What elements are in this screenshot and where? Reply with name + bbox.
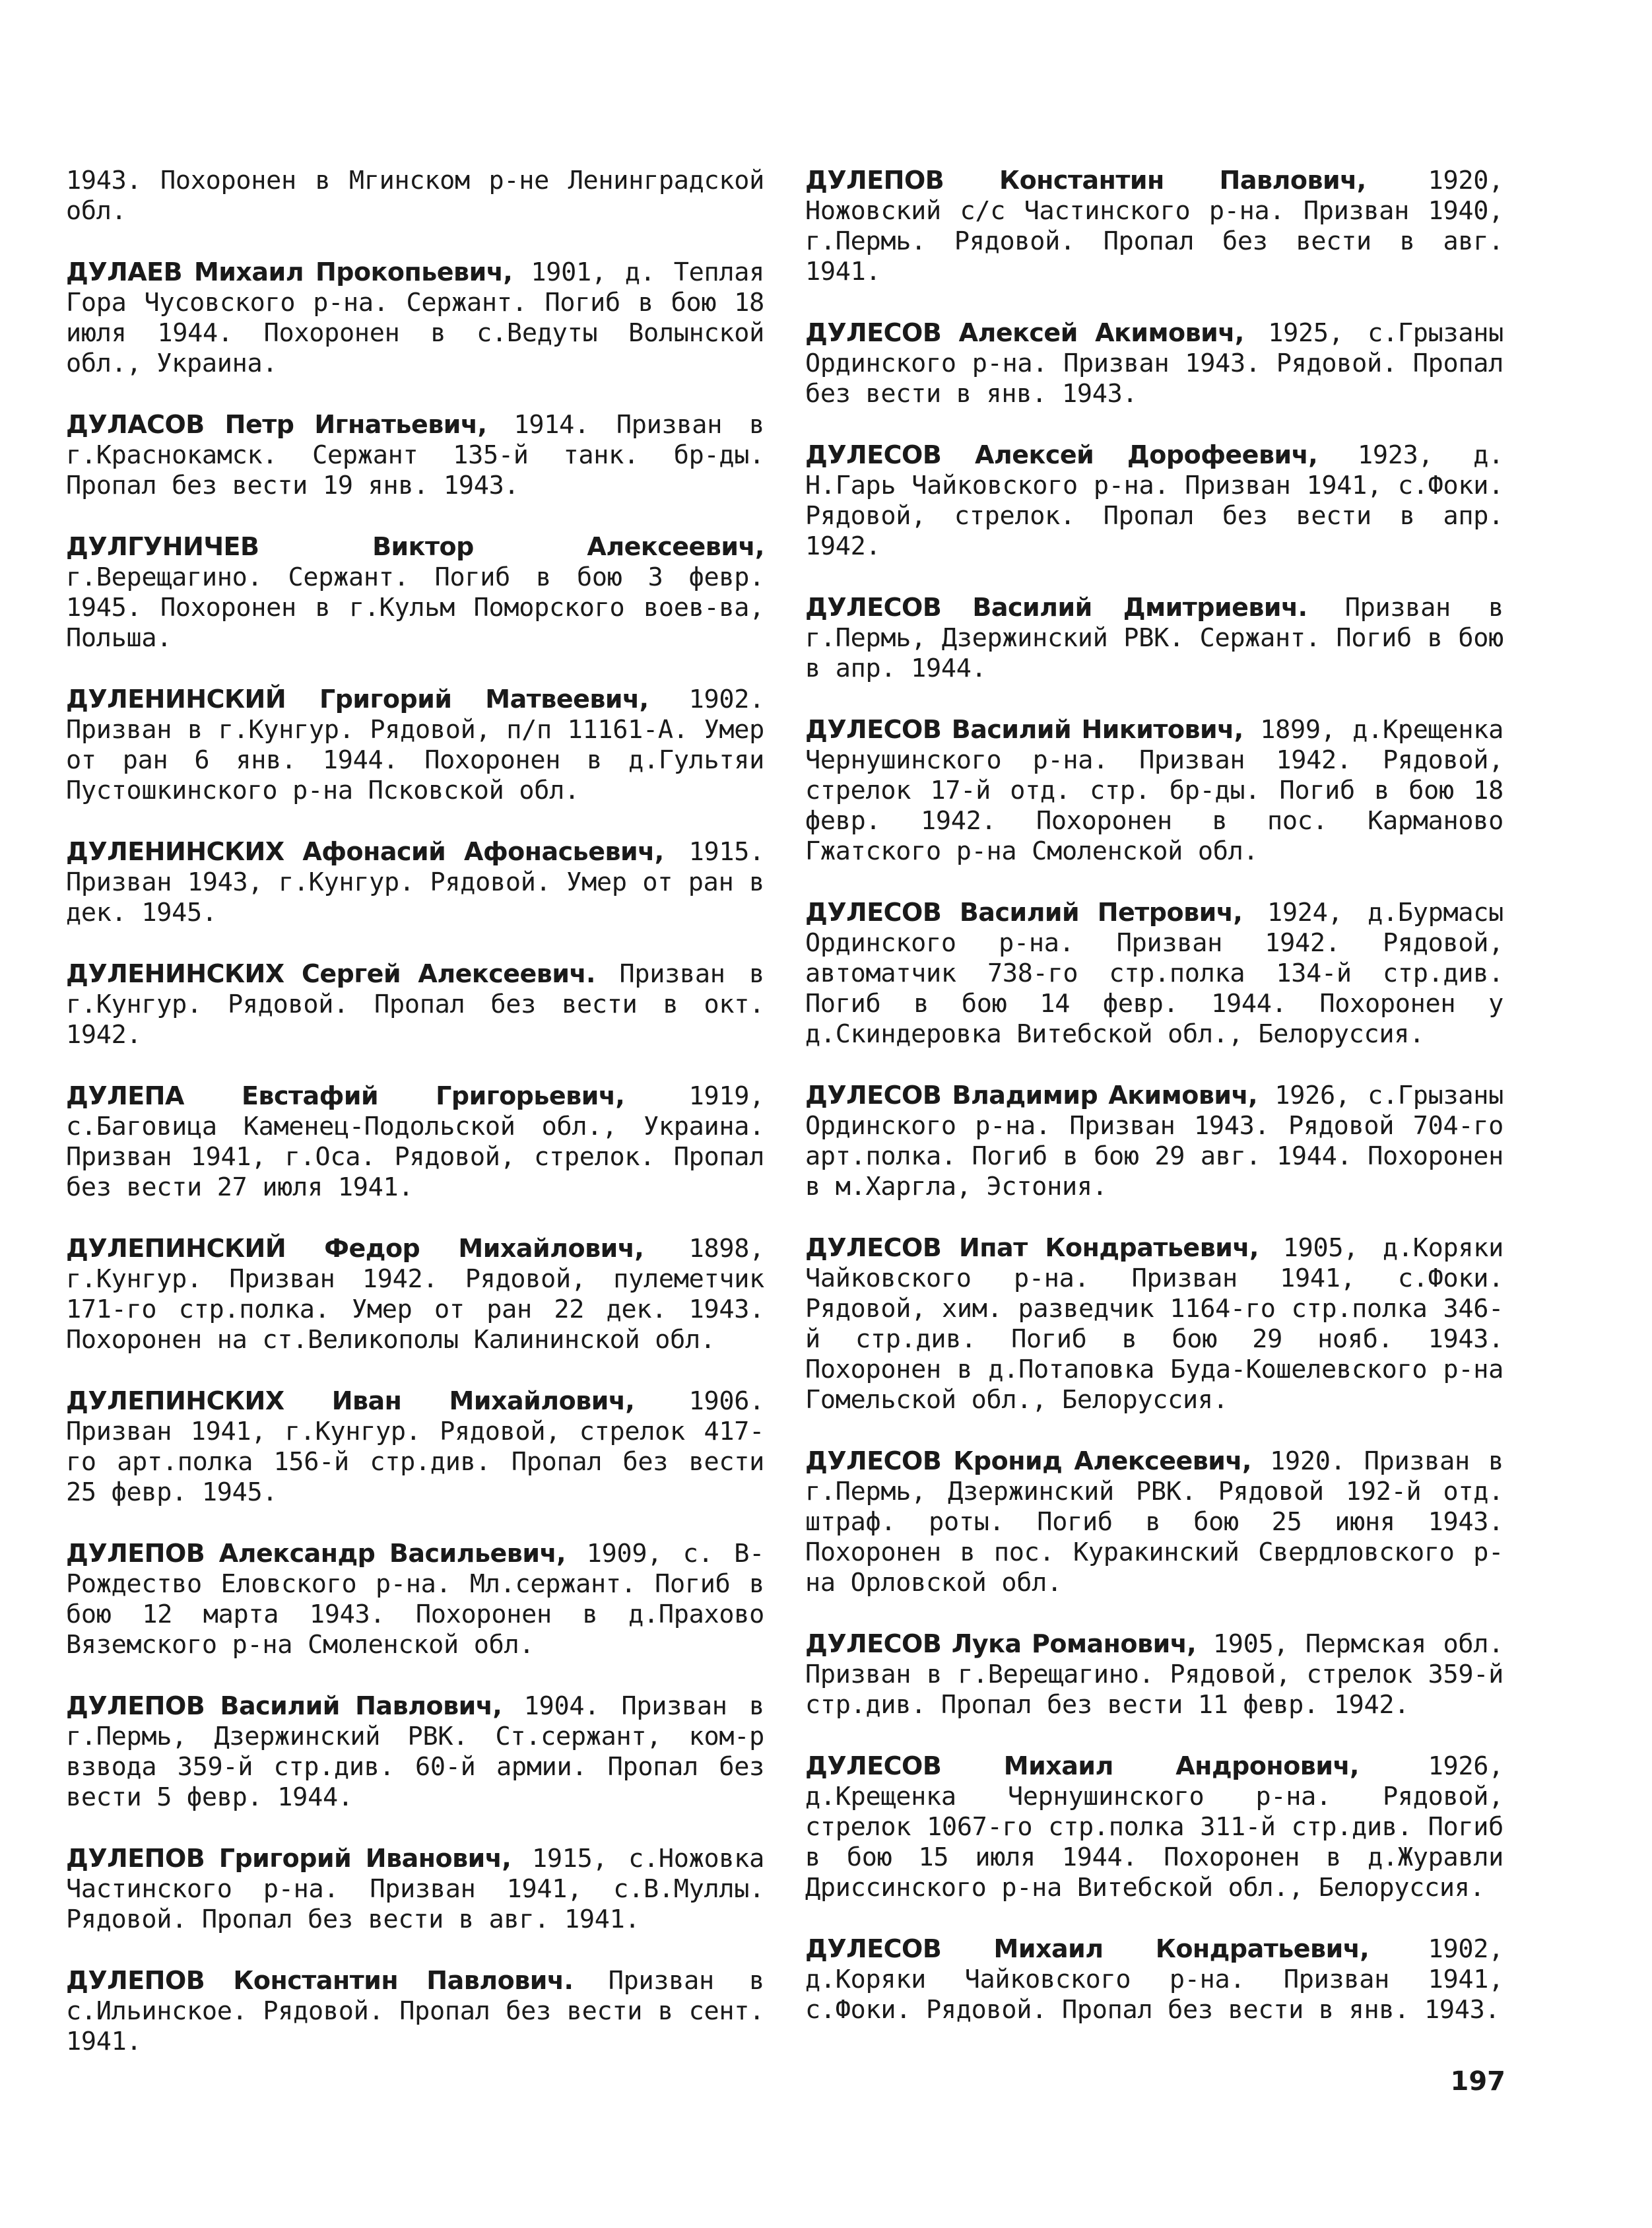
entry xyxy=(805,1629,1503,1720)
right-column xyxy=(805,165,1503,2056)
entry-text: 1920, Ножовский с/с Частинского р-на. Призван 1940, г.Пермь. Рядовой. Пропал без вести в авг. 1941. xyxy=(805,166,1504,287)
entry-name: ДУЛЕСОВ Ипат Кондратьевич, xyxy=(805,1233,1259,1262)
entry-text: 1899, д.Крещенка Чернушинского р-на. Призван 1942. Рядовой, стрелок 17-й отд. стр. бр-ды. Погиб в бою 18 февр. 1942. Похоронен в пос. Карманово Гжатского р-на Смоленской обл. xyxy=(805,715,1503,866)
entry-text: 1915. Призван 1943, г.Кунгур. Рядовой. Умер от ран в дек. 1945. xyxy=(66,837,764,928)
entry xyxy=(805,318,1503,409)
entry-name: ДУЛАЕВ Михаил Прокопьевич, xyxy=(66,257,513,287)
entry-name: ДУЛЕПИНСКИХ Иван Михайлович, xyxy=(66,1386,635,1415)
entry-text: 1905, д.Коряки Чайковского р-на. Призван 1941, с.Фоки. Рядовой, хим. разведчик 1164-го стр.полка 346-й стр.див. Погиб в бою 29 нояб. 1943. Похоронен в д.Потаповка Буда-Кошелевского р-на Гомельской обл., Белоруссия. xyxy=(805,1233,1503,1415)
entry xyxy=(66,165,764,226)
entry xyxy=(805,1232,1503,1415)
entry xyxy=(66,257,764,379)
entry xyxy=(66,531,764,654)
entry-name: ДУЛЕПА Евстафий Григорьевич, xyxy=(66,1081,625,1110)
entry-text: 1915, с.Ножовка Частинского р-на. Призван 1941, с.В.Муллы. Рядовой. Пропал без вести в авг. 1941. xyxy=(66,1844,764,1934)
entry-text: 1905, Пермская обл. Призван в г.Верещагино. Рядовой, стрелок 359-й стр.див. Пропал без вести 11 февр. 1942. xyxy=(805,1629,1503,1720)
entry-text: 1943. Похоронен в Мгинском р-не Ленинградской обл. xyxy=(66,166,764,226)
entry-name: ДУЛГУНИЧЕВ Виктор Алексеевич, xyxy=(66,532,764,561)
entry-name: ДУЛЕСОВ Алексей Дорофеевич, xyxy=(805,440,1318,469)
left-column xyxy=(66,165,764,2087)
entry-text: 1926, с.Грызаны Ординского р-на. Призван 1943. Рядовой 704-го арт.полка. Погиб в бою 29 авг. 1944. Похоронен в м.Харгла, Эстония. xyxy=(805,1081,1503,1201)
entry-text: 1902. Призван в г.Кунгур. Рядовой, п/п 11161-А. Умер от ран 6 янв. 1944. Похоронен в д.Гультяи Пустошкинского р-на Псковской обл. xyxy=(66,685,764,805)
entry-text: Призван в г.Пермь, Дзержинский РВК. Сержант. Погиб в бою в апр. 1944. xyxy=(805,593,1504,683)
entry-text: 1914. Призван в г.Краснокамск. Сержант 135-й танк. бр-ды. Пропал без вести 19 янв. 1943. xyxy=(66,410,764,500)
entry-name: ДУЛЕСОВ Михаил Андронович, xyxy=(805,1751,1359,1780)
entry-text: 1898, г.Кунгур. Призван 1942. Рядовой, пулеметчик 171-го стр.полка. Умер от ран 22 дек. 1943. Похоронен на ст.Великополы Калининской обл. xyxy=(66,1234,764,1355)
entry-text: г.Верещагино. Сержант. Погиб в бою 3 февр. 1945. Похоронен в г.Кульм Поморского воев-ва, Польша. xyxy=(66,562,764,653)
entry-text: 1920. Призван в г.Пермь, Дзержинский РВК. Рядовой 192-й отд. штраф. роты. Погиб в бою 25 июня 1943. Похоронен в пос. Куракинский Свердловского р-на Орловской обл. xyxy=(805,1446,1503,1598)
entry xyxy=(805,165,1503,287)
entry-name: ДУЛЕПОВ Константин Павлович. xyxy=(66,1966,574,1995)
entry-text: 1906. Призван 1941, г.Кунгур. Рядовой, стрелок 417-го арт.полка 156-й стр.див. Пропал без вести 25 февр. 1945. xyxy=(66,1386,764,1507)
entry-name: ДУЛЕПИНСКИЙ Федор Михайлович, xyxy=(66,1234,644,1263)
entry-name: ДУЛЕПОВ Александр Васильевич, xyxy=(66,1539,566,1568)
entry-text: 1904. Призван в г.Пермь, Дзержинский РВК. Ст.сержант, ком-р взвода 359-й стр.див. 60-й армии. Пропал без вести 5 февр. 1944. xyxy=(66,1691,764,1812)
entry xyxy=(66,1081,764,1203)
entry xyxy=(66,1233,764,1355)
entry-name: ДУЛЕСОВ Василий Дмитриевич. xyxy=(805,593,1307,622)
entry xyxy=(66,836,764,928)
entry-name: ДУЛЕПОВ Григорий Иванович, xyxy=(66,1844,512,1873)
entry xyxy=(805,440,1503,562)
entry xyxy=(66,1965,764,2057)
entry-name: ДУЛЕПОВ Василий Павлович, xyxy=(66,1691,502,1720)
entry xyxy=(66,959,764,1050)
entry-name: ДУЛЕНИНСКИХ Афонасий Афонасьевич, xyxy=(66,837,664,866)
entry-text: 1925, с.Грызаны Ординского р-на. Призван 1943. Рядовой. Пропал без вести в янв. 1943. xyxy=(805,318,1503,409)
entry-text: 1919, с.Баговица Каменец-Подольской обл., Украина. Призван 1941, г.Оса. Рядовой, стрелок. Пропал без вести 27 июля 1941. xyxy=(66,1081,764,1202)
entry-text: 1926, д.Крещенка Чернушинского р-на. Рядовой, стрелок 1067-го стр.полка 311-й стр.див. Погиб в бою 15 июля 1944. Похоронен в д.Журавли Дриссинского р-на Витебской обл., Белоруссия. xyxy=(805,1751,1503,1903)
entry-name: ДУЛЕСОВ Алексей Акимович, xyxy=(805,318,1244,347)
entry xyxy=(805,1934,1503,2025)
entry-name: ДУЛАСОВ Петр Игнатьевич, xyxy=(66,410,487,439)
entry-name: ДУЛЕСОВ Василий Никитович, xyxy=(805,715,1243,744)
entry-name: ДУЛЕПОВ Константин Павлович, xyxy=(805,166,1366,195)
entry xyxy=(66,684,764,806)
entry xyxy=(805,1446,1503,1598)
entry-text: 1924, д.Бурмасы Ординского р-на. Призван 1942. Рядовой, автоматчик 738-го стр.полка 134-й стр.див. Погиб в бою 14 февр. 1944. Похоронен у д.Скиндеровка Витебской обл., Белоруссия. xyxy=(805,898,1503,1049)
entry xyxy=(66,1843,764,1935)
entry-text: 1902, д.Коряки Чайковского р-на. Призван 1941, с.Фоки. Рядовой. Пропал без вести в янв. 1943. xyxy=(805,1934,1503,2025)
entry-text: 1901, д. Теплая Гора Чусовского р-на. Сержант. Погиб в бою 18 июля 1944. Похоронен в с.Ведуты Волынской обл., Украина. xyxy=(66,257,764,378)
entry-name: ДУЛЕСОВ Лука Романович, xyxy=(805,1629,1197,1658)
entry xyxy=(805,1080,1503,1202)
entry-text: 1923, д. Н.Гарь Чайковского р-на. Призван 1941, с.Фоки. Рядовой, стрелок. Пропал без вести в апр. 1942. xyxy=(805,440,1503,561)
entry-name: ДУЛЕСОВ Василий Петрович, xyxy=(805,898,1243,927)
entry xyxy=(805,714,1503,867)
entry xyxy=(66,409,764,501)
entry xyxy=(66,1691,764,1813)
entry-text: Призван в г.Кунгур. Рядовой. Пропал без вести в окт. 1942. xyxy=(66,959,764,1050)
entry xyxy=(66,1386,764,1508)
entry-name: ДУЛЕНИНСКИЙ Григорий Матвеевич, xyxy=(66,685,649,714)
entry xyxy=(66,1538,764,1660)
entry-text: Призван в с.Ильинское. Рядовой. Пропал без вести в сент. 1941. xyxy=(66,1966,765,2056)
page-number: 197 xyxy=(1450,2066,1505,2097)
entry xyxy=(805,592,1503,684)
entry xyxy=(805,1751,1503,1903)
entry-name: ДУЛЕСОВ Кронид Алексеевич, xyxy=(805,1446,1251,1475)
entry-name: ДУЛЕСОВ Михаил Кондратьевич, xyxy=(805,1934,1370,1963)
entry-name: ДУЛЕНИНСКИХ Сергей Алексеевич. xyxy=(66,959,595,988)
entry-text: 1909, с. В-Рождество Еловского р-на. Мл.сержант. Погиб в бою 12 марта 1943. Похоронен в д.Прахово Вяземского р-на Смоленской обл. xyxy=(66,1539,764,1660)
entry xyxy=(805,897,1503,1050)
entry-name: ДУЛЕСОВ Владимир Акимович, xyxy=(805,1081,1258,1110)
